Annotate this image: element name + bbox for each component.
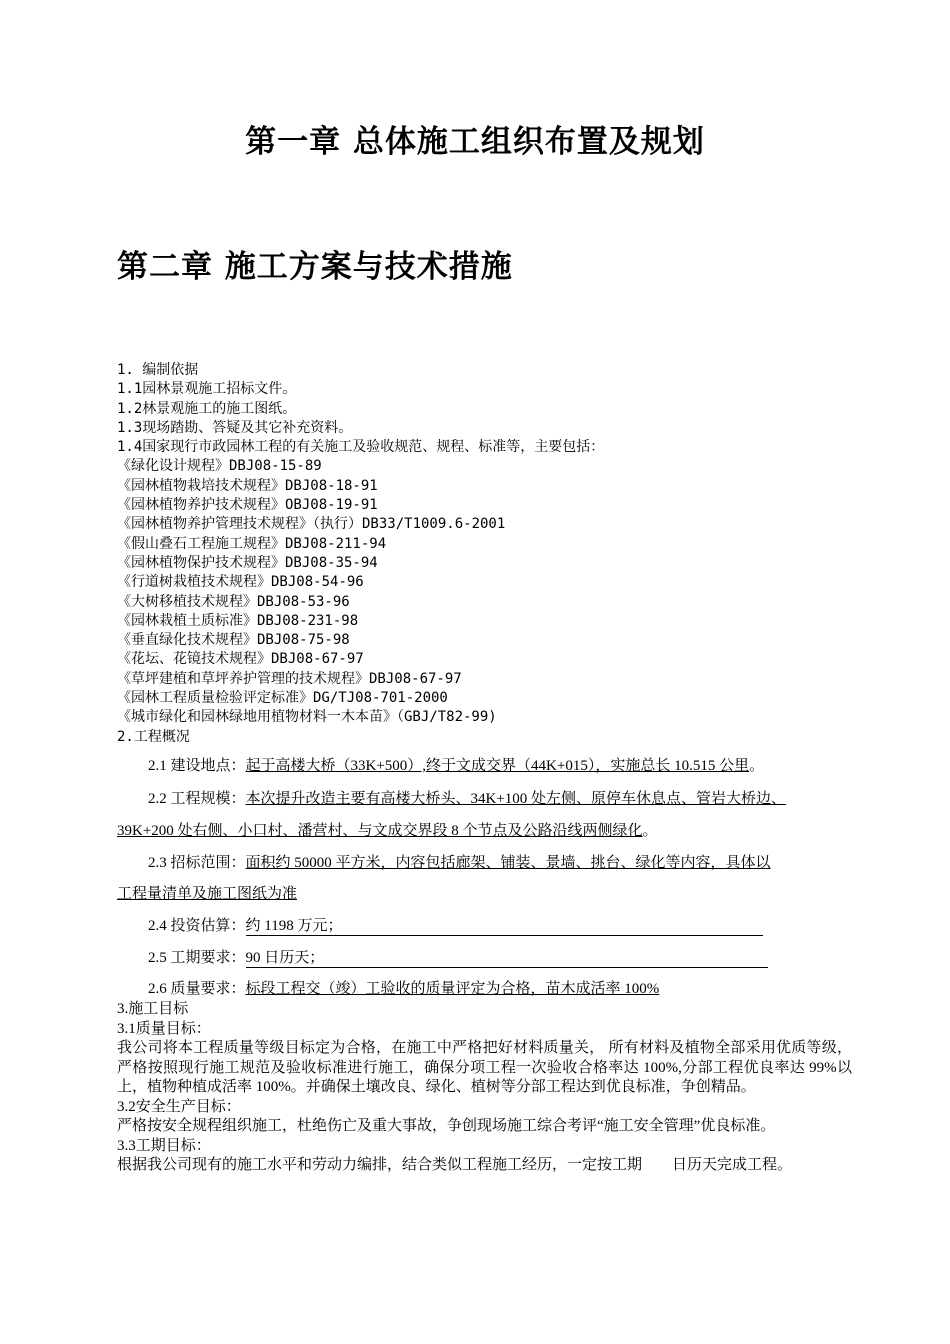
paragraph-2-1	[117, 754, 852, 775]
paragraph-2-6	[117, 977, 852, 998]
value-2-6: 标段工程交（竣）工验收的质量评定为合格，苗木成活率 100%	[245, 981, 660, 997]
standard-item: 《花坛、花镜技术规程》DBJ08-67-97	[117, 651, 364, 668]
punct: 。	[642, 823, 658, 839]
value-2-3-line2: 工程量清单及施工图纸为准	[117, 886, 298, 902]
basis-item: 1.3现场踏勘、答疑及其它补充资料。	[117, 419, 353, 436]
label-2-2: 2.2 工程规模：	[148, 791, 246, 807]
paragraph-2-3-cont	[117, 882, 852, 903]
paragraph-2-4	[117, 914, 852, 936]
quality-goal-heading: 3.1质量目标：	[117, 1020, 211, 1037]
value-2-4: 约 1198 万元；	[245, 918, 343, 934]
value-2-3-line1: 面积约 50000 平方米，内容包括廊架、铺装、景墙、挑台、绿化等内容，具体以	[245, 855, 771, 871]
paragraph-2-5	[117, 946, 852, 968]
standard-item: 《行道树栽植技术规程》DBJ08-54-96	[117, 574, 364, 591]
standard-item: 《园林工程质量检验评定标准》DG/TJ08-701-2000	[117, 690, 448, 707]
section-1-basis	[117, 361, 877, 747]
schedule-goal-body: 根据我公司现有的施工水平和劳动力编排，结合类似工程施工经历，一定按工期 日历天完成工程。	[117, 1157, 793, 1173]
standard-item: 《园林植物养护技术规程》OBJ08-19-91	[117, 497, 378, 514]
safety-goal-body: 严格按安全规程组织施工，杜绝伤亡及重大事故，争创现场施工综合考评“施工安全管理”优良标准。	[117, 1118, 776, 1134]
section-3-goals	[117, 1000, 852, 1176]
value-2-2-line1: 本次提升改造主要有高楼大桥头、34K+100 处左侧、原停车休息点、管岩大桥边、	[245, 791, 787, 807]
section-1-heading: 1. 编制依据	[117, 362, 199, 378]
label-2-5: 2.5 工期要求：	[148, 950, 246, 966]
value-2-5: 90 日历天；	[245, 950, 325, 966]
schedule-goal-heading: 3.3工期目标：	[117, 1137, 211, 1154]
standard-item: 《园林植物栽培技术规程》DBJ08-18-91	[117, 477, 378, 494]
basis-item: 1.2林景观施工的施工图纸。	[117, 400, 297, 417]
paragraph-2-2-cont	[117, 819, 852, 840]
chapter-1-title: 第一章 总体施工组织布置及规划	[245, 124, 705, 160]
label-2-3: 2.3 招标范围：	[148, 855, 246, 871]
label-2-1: 2.1 建设地点：	[148, 758, 246, 774]
section-2-heading: 2.工程概况	[117, 728, 190, 745]
standard-item: 《绿化设计规程》DBJ08-15-89	[117, 458, 322, 475]
standard-item: 《园林植物养护管理技术规程》（执行）DB33/T1009.6-2001	[117, 516, 506, 533]
chapter-2-title: 第二章 施工方案与技术措施	[117, 249, 513, 285]
standard-item: 《草坪建植和草坪养护管理的技术规程》DBJ08-67-97	[117, 670, 462, 687]
paragraph-2-2	[117, 787, 852, 808]
basis-item: 1.4国家现行市政园林工程的有关施工及验收规范、规程、标准等，主要包括：	[117, 439, 605, 456]
standard-item: 《垂直绿化技术规程》DBJ08-75-98	[117, 632, 350, 649]
value-2-2-line2: 39K+200 处右侧、小口村、潘营村、与文成交界段 8 个节点及公路沿线两侧绿化	[117, 823, 643, 839]
value-2-1: 起于高楼大桥（33K+500）,终于文成交界（44K+015），实施总长 10.515 公里	[245, 758, 750, 774]
standard-item: 《园林栽植土质标准》DBJ08-231-98	[117, 612, 359, 629]
basis-item: 1.1园林景观施工招标文件。	[117, 381, 297, 398]
standard-item: 《大树移植技术规程》DBJ08-53-96	[117, 593, 350, 610]
label-2-4: 2.4 投资估算：	[148, 918, 246, 934]
label-2-6: 2.6 质量要求：	[148, 981, 246, 997]
standard-item: 《园林植物保护技术规程》DBJ08-35-94	[117, 554, 378, 571]
quality-goal-body: 我公司将本工程质量等级目标定为合格，在施工中严格把好材料质量关， 所有材料及植物全部采用优质等级，严格按照现行施工规范及验收标准进行施工，确保分项工程一次验收合格率达 100%,分部工程优良率达 99%以上，植物种植成活率 100%。并确保土壤改良、绿化、植树等分部工程达到优良标准，争创精品。	[117, 1040, 852, 1095]
punct: 。	[749, 758, 765, 774]
safety-goal-heading: 3.2安全生产目标：	[117, 1098, 241, 1115]
standard-item: 《假山叠石工程施工规程》DBJ08-211-94	[117, 535, 387, 552]
section-3-heading: 3.施工目标	[117, 1001, 189, 1017]
paragraph-2-3	[117, 851, 852, 872]
standard-item: 《城市绿化和园林绿地用植物材料一木本苗》（GBJ/T82-99)	[117, 709, 497, 726]
